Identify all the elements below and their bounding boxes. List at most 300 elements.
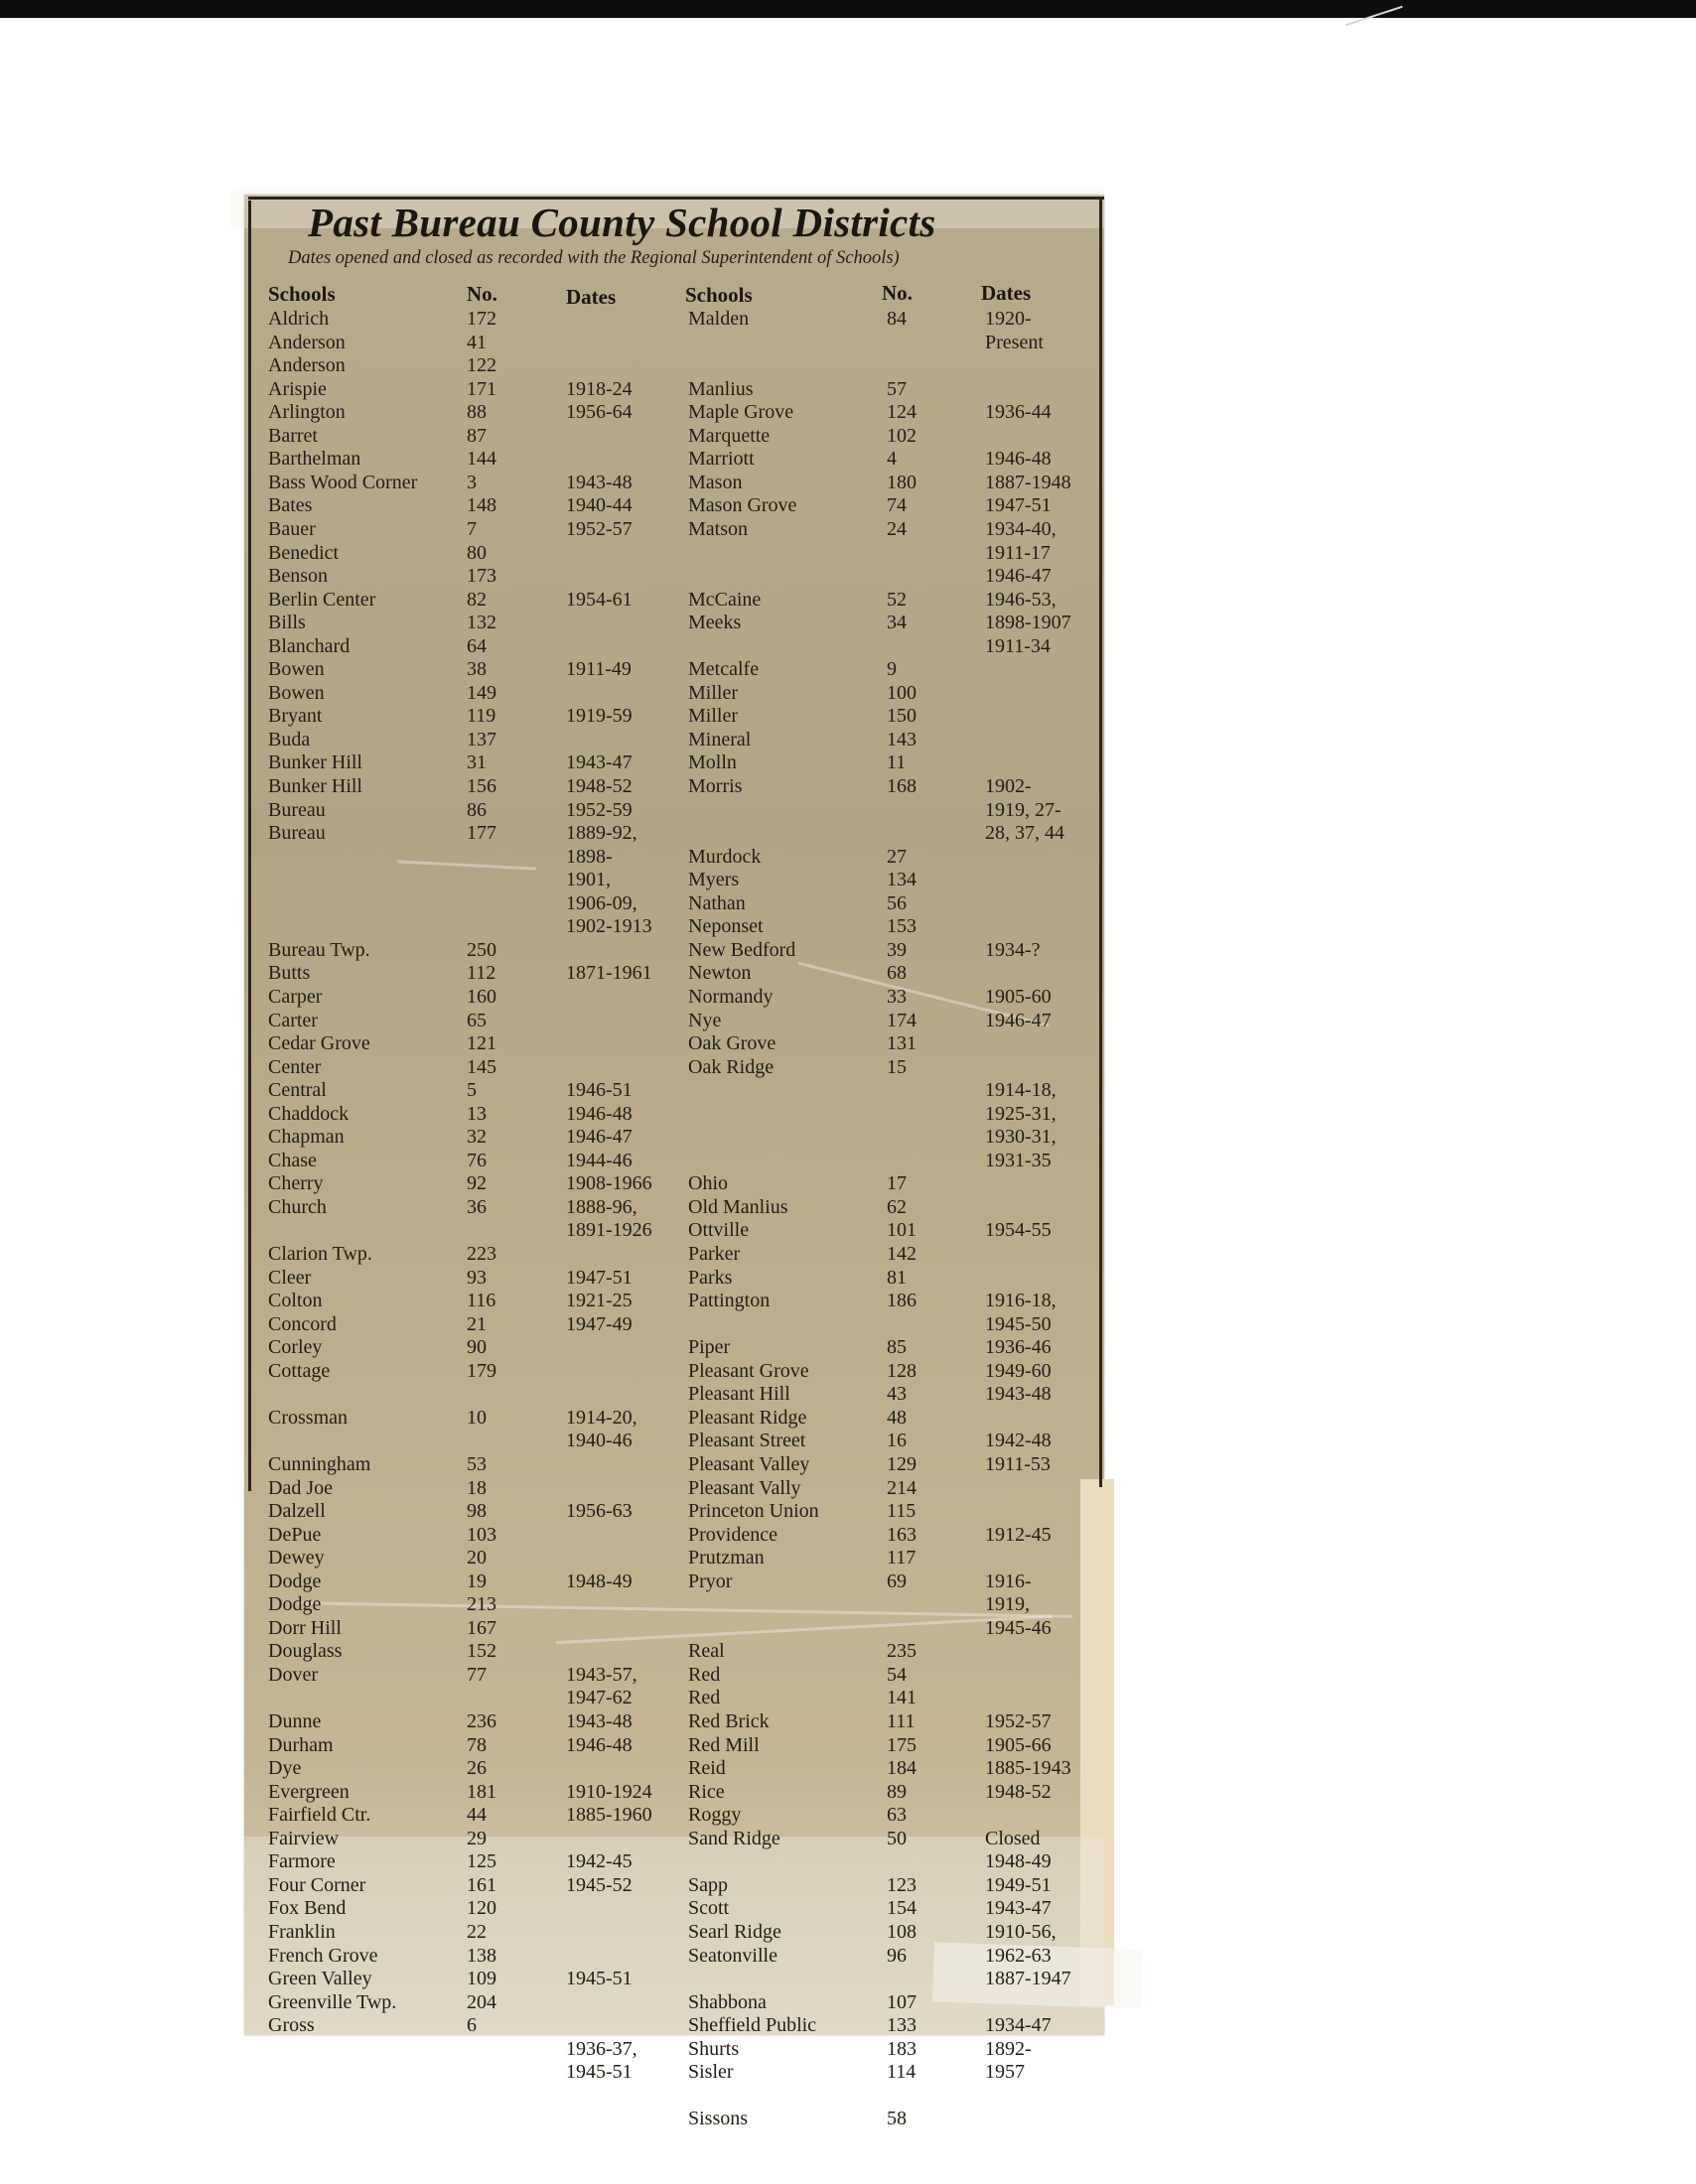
school-dates-right: 1930-31, — [985, 1126, 1057, 1149]
school-dates-left: 1948-52 — [566, 775, 633, 797]
school-dates-left: 1888-96, — [566, 1195, 637, 1218]
school-number-left: 19 — [467, 1570, 487, 1592]
school-number-right: 84 — [887, 308, 907, 330]
school-name-left: Benedict — [268, 541, 340, 564]
school-name-left: Center — [268, 1055, 322, 1078]
school-number-left: 88 — [467, 401, 487, 424]
school-name-right: Red — [688, 1687, 721, 1709]
school-number-left: 177 — [467, 822, 496, 845]
school-number-right: 63 — [887, 1804, 907, 1827]
school-number-left: 36 — [467, 1195, 487, 1218]
school-dates-left: 1919-59 — [566, 705, 633, 728]
school-number-right: 100 — [887, 681, 917, 704]
school-number-left: 86 — [467, 798, 487, 821]
school-number-right: 48 — [887, 1406, 907, 1429]
school-dates-left: 1908-1966 — [566, 1172, 652, 1195]
school-name-right: Miller — [688, 705, 738, 728]
school-dates-right: 1902- — [985, 775, 1032, 797]
school-number-right: 123 — [887, 1873, 917, 1896]
school-number-right: 128 — [887, 1359, 917, 1382]
school-number-right: 27 — [887, 845, 907, 868]
school-dates-right: 1949-60 — [985, 1359, 1052, 1382]
school-number-right: 114 — [887, 2061, 917, 2084]
school-dates-left: 1910-1924 — [566, 1780, 652, 1803]
school-name-right: Morris — [688, 775, 743, 797]
school-name-left: Benson — [268, 565, 328, 588]
school-name-right: Pleasant Ridge — [688, 1406, 807, 1429]
school-number-left: 32 — [467, 1126, 487, 1149]
school-name-left: Corley — [268, 1336, 323, 1359]
school-name-left: Cottage — [268, 1359, 331, 1382]
school-number-right: 50 — [887, 1827, 907, 1849]
school-name-left: Dye — [268, 1757, 302, 1780]
school-dates-right: 1934-47 — [985, 2014, 1052, 2037]
header-schools-right: Schools — [685, 283, 753, 307]
header-dates-right: Dates — [981, 281, 1032, 305]
school-number-right: 133 — [887, 2014, 917, 2037]
school-dates-right: 1911-17 — [985, 541, 1051, 564]
school-name-right: Miller — [688, 681, 738, 704]
school-number-right: 174 — [887, 1009, 917, 1031]
school-number-right: 214 — [887, 1476, 917, 1499]
school-number-left: 138 — [467, 1944, 496, 1967]
school-dates-right: 1946-47 — [985, 565, 1052, 588]
school-dates-left: 1871-1961 — [566, 962, 652, 985]
school-name-right: Parks — [688, 1266, 733, 1289]
school-name-left: Dewey — [268, 1547, 325, 1570]
school-dates-right: 1916- — [985, 1570, 1032, 1592]
school-number-right: 52 — [887, 588, 907, 611]
school-dates-left: 1946-48 — [566, 1733, 633, 1756]
school-name-right: Mason — [688, 471, 743, 493]
school-name-right: Meeks — [688, 612, 742, 634]
school-dates-right: 1934-? — [985, 938, 1041, 961]
school-name-right: Oak Ridge — [688, 1055, 775, 1078]
school-dates-left: 1940-46 — [566, 1430, 633, 1452]
school-dates-right: 1887-1948 — [985, 471, 1071, 493]
school-name-right: Oak Grove — [688, 1032, 777, 1055]
school-dates-right: 28, 37, 44 — [985, 822, 1064, 845]
school-number-right: 150 — [887, 705, 917, 728]
school-dates-right: 1948-49 — [985, 1850, 1052, 1873]
school-number-left: 149 — [467, 681, 496, 704]
school-dates-left: 1889-92, — [566, 822, 637, 845]
school-number-left: 92 — [467, 1172, 487, 1195]
school-number-left: 160 — [467, 985, 496, 1008]
school-number-right: 89 — [887, 1780, 907, 1803]
school-name-right: Manlius — [688, 377, 754, 400]
school-name-right: Providence — [688, 1523, 777, 1546]
school-name-left: Berlin Center — [268, 588, 376, 611]
school-number-right: 124 — [887, 401, 917, 424]
school-number-right: 115 — [887, 1500, 917, 1523]
school-number-right: 117 — [887, 1547, 917, 1570]
school-name-right: Searl Ridge — [688, 1920, 781, 1943]
school-number-right: 168 — [887, 775, 917, 797]
school-number-left: 172 — [467, 308, 496, 330]
school-name-left: Arispie — [268, 377, 327, 400]
school-number-left: 38 — [467, 658, 487, 681]
school-number-left: 29 — [467, 1827, 487, 1849]
school-number-right: 33 — [887, 985, 907, 1008]
school-dates-right: 1948-52 — [985, 1780, 1052, 1803]
school-number-right: 58 — [887, 2108, 907, 2130]
school-number-left: 5 — [467, 1079, 477, 1102]
school-number-right: 163 — [887, 1523, 917, 1546]
school-number-right: 134 — [887, 869, 917, 891]
school-name-left: Crossman — [268, 1406, 348, 1429]
school-dates-right: 1892- — [985, 2037, 1032, 2060]
school-name-left: Fairfield Ctr. — [268, 1804, 371, 1827]
school-number-left: 64 — [467, 634, 487, 657]
school-number-left: 213 — [467, 1593, 496, 1616]
school-number-left: 109 — [467, 1968, 496, 1990]
school-name-left: Arlington — [268, 401, 346, 424]
header-no-left: No. — [467, 282, 497, 306]
school-name-left: Barthelman — [268, 448, 361, 471]
school-number-right: 62 — [887, 1195, 907, 1218]
school-number-right: 143 — [887, 728, 917, 751]
school-number-left: 98 — [467, 1500, 487, 1523]
school-name-left: Green Valley — [268, 1968, 372, 1990]
school-number-left: 161 — [467, 1873, 496, 1896]
school-number-left: 82 — [467, 588, 487, 611]
school-name-right: Pleasant Street — [688, 1430, 806, 1452]
school-number-right: 4 — [887, 448, 897, 471]
school-dates-left: 1902-1913 — [566, 915, 652, 938]
school-dates-right: 1949-51 — [985, 1873, 1052, 1896]
school-name-left: Carper — [268, 985, 323, 1008]
school-name-left: Chapman — [268, 1126, 345, 1149]
school-name-right: Pleasant Hill — [688, 1383, 790, 1406]
school-name-right: Reid — [688, 1757, 726, 1780]
school-name-left: Farmore — [268, 1850, 336, 1873]
school-name-left: Four Corner — [268, 1873, 366, 1896]
school-number-left: 167 — [467, 1616, 496, 1639]
school-dates-right: 1905-60 — [985, 985, 1052, 1008]
school-number-left: 65 — [467, 1009, 487, 1031]
header-dates-left: Dates — [566, 285, 617, 309]
school-name-right: Shurts — [688, 2037, 740, 2060]
school-dates-left: 1946-47 — [566, 1126, 633, 1149]
school-number-left: 137 — [467, 728, 496, 751]
school-number-left: 41 — [467, 331, 487, 353]
school-name-left: Colton — [268, 1290, 323, 1312]
school-dates-left: 1901, — [566, 869, 611, 891]
school-number-right: 183 — [887, 2037, 917, 2060]
school-number-left: 236 — [467, 1710, 496, 1732]
school-name-right: Prutzman — [688, 1547, 765, 1570]
school-number-right: 56 — [887, 891, 907, 914]
school-number-right: 131 — [887, 1032, 917, 1055]
school-dates-right: 1898-1907 — [985, 612, 1071, 634]
school-name-right: Sand Ridge — [688, 1827, 780, 1849]
school-number-right: 101 — [887, 1219, 917, 1242]
school-name-right: Molln — [688, 751, 737, 774]
school-name-left: Barret — [268, 424, 318, 447]
school-dates-left: 1943-48 — [566, 471, 633, 493]
school-name-left: French Grove — [268, 1944, 378, 1967]
school-number-left: 90 — [467, 1336, 487, 1359]
school-number-right: 153 — [887, 915, 917, 938]
school-name-left: Greenville Twp. — [268, 1990, 397, 2013]
school-name-left: Franklin — [268, 1920, 336, 1943]
school-number-left: 152 — [467, 1640, 496, 1663]
school-name-right: Pleasant Grove — [688, 1359, 809, 1382]
school-dates-left: 1891-1926 — [566, 1219, 652, 1242]
school-name-left: Fox Bend — [268, 1897, 347, 1920]
school-name-right: Ottville — [688, 1219, 750, 1242]
school-number-right: 85 — [887, 1336, 907, 1359]
school-number-right: 108 — [887, 1920, 917, 1943]
school-name-right: Nye — [688, 1009, 722, 1031]
school-dates-left: 1952-59 — [566, 798, 633, 821]
school-number-right: 68 — [887, 962, 907, 985]
school-dates-right: 1945-46 — [985, 1616, 1052, 1639]
school-name-right: Sisler — [688, 2061, 734, 2084]
school-name-left: Bryant — [268, 705, 323, 728]
school-number-right: 54 — [887, 1663, 907, 1686]
school-number-left: 44 — [467, 1804, 487, 1827]
school-name-right: Marquette — [688, 424, 771, 447]
school-number-left: 122 — [467, 354, 496, 377]
border-rule-left — [248, 201, 251, 1491]
school-number-left: 53 — [467, 1452, 487, 1475]
article-subtitle: Dates opened and closed as recorded with the Regional Superintendent of Schools) — [288, 248, 900, 268]
school-dates-left: 1954-61 — [566, 588, 633, 611]
school-number-left: 116 — [467, 1290, 496, 1312]
school-dates-right: 1945-50 — [985, 1312, 1052, 1335]
school-dates-left: 1946-51 — [566, 1079, 633, 1102]
school-dates-left: 1956-63 — [566, 1500, 633, 1523]
school-number-right: 39 — [887, 938, 907, 961]
school-name-right: Scott — [688, 1897, 730, 1920]
article-title: Past Bureau County School Districts — [308, 200, 936, 245]
school-dates-right: 1919, 27- — [985, 798, 1061, 821]
school-name-left: Bureau Twp. — [268, 938, 370, 961]
school-number-left: 173 — [467, 565, 496, 588]
school-name-right: Newton — [688, 962, 752, 985]
school-number-right: 111 — [887, 1710, 916, 1732]
school-number-right: 184 — [887, 1757, 917, 1780]
school-name-left: Cherry — [268, 1172, 324, 1195]
school-dates-right: 1885-1943 — [985, 1757, 1071, 1780]
school-dates-right: Closed — [985, 1827, 1041, 1849]
school-number-left: 76 — [467, 1149, 487, 1171]
school-number-right: 11 — [887, 751, 907, 774]
school-name-left: Carter — [268, 1009, 318, 1031]
school-dates-left: 1936-37, — [566, 2037, 637, 2060]
school-name-left: Cleer — [268, 1266, 312, 1289]
school-number-left: 10 — [467, 1406, 487, 1429]
header-schools-left: Schools — [268, 282, 336, 306]
school-dates-left: 1942-45 — [566, 1850, 633, 1873]
school-name-right: Real — [688, 1640, 725, 1663]
school-dates-right: 1957 — [985, 2061, 1025, 2084]
scanner-top-border — [0, 0, 1696, 18]
school-name-left: Blanchard — [268, 634, 351, 657]
school-number-left: 31 — [467, 751, 487, 774]
school-name-right: Neponset — [688, 915, 764, 938]
school-number-right: 102 — [887, 424, 917, 447]
school-dates-left: 1945-51 — [566, 2061, 633, 2084]
school-name-left: Fairview — [268, 1827, 340, 1849]
school-name-right: Piper — [688, 1336, 731, 1359]
school-number-right: 57 — [887, 377, 907, 400]
school-name-right: Parker — [688, 1243, 741, 1265]
school-number-left: 3 — [467, 471, 477, 493]
school-dates-right: 1910-56, — [985, 1920, 1057, 1943]
school-number-right: 34 — [887, 612, 907, 634]
school-dates-right: 1946-53, — [985, 588, 1057, 611]
school-number-left: 144 — [467, 448, 496, 471]
school-name-left: Dodge — [268, 1593, 322, 1616]
school-dates-left: 1914-20, — [566, 1406, 637, 1429]
school-dates-left: 1898- — [566, 845, 613, 868]
school-name-left: Dalzell — [268, 1500, 326, 1523]
school-dates-right: 1887-1947 — [985, 1968, 1071, 1990]
school-name-right: Malden — [688, 308, 750, 330]
school-name-right: Murdock — [688, 845, 762, 868]
school-number-left: 204 — [467, 1990, 496, 2013]
school-name-left: Durham — [268, 1733, 334, 1756]
school-dates-left: 1956-64 — [566, 401, 633, 424]
school-number-left: 250 — [467, 938, 496, 961]
school-number-right: 129 — [887, 1452, 917, 1475]
school-name-right: Red Brick — [688, 1710, 770, 1732]
school-name-right: Sissons — [688, 2108, 749, 2130]
school-name-right: Marriott — [688, 448, 755, 471]
border-rule-right — [1099, 197, 1102, 1487]
school-number-right: 141 — [887, 1687, 917, 1709]
school-number-left: 80 — [467, 541, 487, 564]
school-name-right: New Bedford — [688, 938, 796, 961]
school-dates-right: 1946-47 — [985, 1009, 1052, 1031]
school-name-right: Seatonville — [688, 1944, 777, 1967]
school-name-left: Bills — [268, 612, 306, 634]
school-number-left: 179 — [467, 1359, 496, 1382]
school-dates-left: 1947-51 — [566, 1266, 633, 1289]
school-name-left: Bates — [268, 494, 313, 517]
school-name-right: Shabbona — [688, 1990, 767, 2013]
school-dates-right: 1946-48 — [985, 448, 1052, 471]
school-number-left: 156 — [467, 775, 496, 797]
school-name-left: Dodge — [268, 1570, 322, 1592]
school-number-right: 154 — [887, 1897, 917, 1920]
school-number-left: 93 — [467, 1266, 487, 1289]
school-number-left: 26 — [467, 1757, 487, 1780]
school-name-left: Bass Wood Corner — [268, 471, 418, 493]
school-dates-left: 1940-44 — [566, 494, 633, 517]
school-dates-right: 1920- — [985, 308, 1032, 330]
school-dates-right: 1936-46 — [985, 1336, 1052, 1359]
school-name-left: Chase — [268, 1149, 317, 1171]
school-dates-right: 1931-35 — [985, 1149, 1052, 1171]
school-dates-left: 1948-49 — [566, 1570, 633, 1592]
school-name-right: Mason Grove — [688, 494, 797, 517]
school-name-left: DePue — [268, 1523, 322, 1546]
school-number-right: 69 — [887, 1570, 907, 1592]
school-dates-left: 1918-24 — [566, 377, 633, 400]
school-dates-left: 1946-48 — [566, 1102, 633, 1125]
school-name-left: Dorr Hill — [268, 1616, 342, 1639]
school-name-left: Bunker Hill — [268, 775, 362, 797]
school-name-left: Bauer — [268, 517, 316, 540]
school-name-left: Cedar Grove — [268, 1032, 370, 1055]
school-number-left: 119 — [467, 705, 496, 728]
school-dates-left: 1943-47 — [566, 751, 633, 774]
school-number-left: 13 — [467, 1102, 487, 1125]
school-name-left: Bureau — [268, 822, 326, 845]
school-number-right: 74 — [887, 494, 907, 517]
school-number-right: 43 — [887, 1383, 907, 1406]
school-number-left: 120 — [467, 1897, 496, 1920]
school-dates-right: 1943-48 — [985, 1383, 1052, 1406]
school-name-right: Red — [688, 1663, 721, 1686]
school-dates-right: 1962-63 — [985, 1944, 1052, 1967]
school-name-left: Bunker Hill — [268, 751, 362, 774]
school-number-left: 125 — [467, 1850, 496, 1873]
school-name-left: Chaddock — [268, 1102, 350, 1125]
school-number-left: 7 — [467, 517, 477, 540]
school-dates-right: 1916-18, — [985, 1290, 1057, 1312]
school-number-left: 103 — [467, 1523, 496, 1546]
school-name-left: Central — [268, 1079, 327, 1102]
school-name-left: Dover — [268, 1663, 318, 1686]
school-name-right: Sapp — [688, 1873, 728, 1896]
school-name-right: Old Manlius — [688, 1195, 788, 1218]
school-name-left: Dad Joe — [268, 1476, 333, 1499]
school-name-right: Pryor — [688, 1570, 733, 1592]
school-number-right: 107 — [887, 1990, 917, 2013]
school-number-right: 15 — [887, 1055, 907, 1078]
school-name-right: Ohio — [688, 1172, 728, 1195]
school-dates-right: 1943-47 — [985, 1897, 1052, 1920]
school-number-right: 96 — [887, 1944, 907, 1967]
school-dates-right: 1925-31, — [985, 1102, 1057, 1125]
school-name-right: McCaine — [688, 588, 762, 611]
school-name-left: Dunne — [268, 1710, 322, 1732]
school-dates-right: 1905-66 — [985, 1733, 1052, 1756]
school-name-left: Gross — [268, 2014, 315, 2037]
school-dates-right: Present — [985, 331, 1044, 353]
school-name-left: Anderson — [268, 331, 346, 353]
school-name-left: Bureau — [268, 798, 326, 821]
school-dates-left: 1947-49 — [566, 1312, 633, 1335]
school-number-right: 17 — [887, 1172, 907, 1195]
school-name-left: Church — [268, 1195, 327, 1218]
school-number-right: 9 — [887, 658, 897, 681]
school-number-left: 87 — [467, 424, 487, 447]
school-name-left: Aldrich — [268, 308, 330, 330]
school-number-left: 6 — [467, 2014, 477, 2037]
school-name-right: Sheffield Public — [688, 2014, 817, 2037]
school-dates-left: 1944-46 — [566, 1149, 633, 1171]
school-dates-left: 1945-52 — [566, 1873, 633, 1896]
school-name-left: Butts — [268, 962, 311, 985]
school-name-right: Princeton Union — [688, 1500, 819, 1523]
school-name-left: Concord — [268, 1312, 337, 1335]
school-name-right: Red Mill — [688, 1733, 760, 1756]
school-dates-left: 1906-09, — [566, 891, 637, 914]
school-dates-right: 1912-45 — [985, 1523, 1052, 1546]
school-number-left: 18 — [467, 1476, 487, 1499]
school-name-right: Pleasant Vally — [688, 1476, 801, 1499]
school-number-right: 186 — [887, 1290, 917, 1312]
school-number-left: 20 — [467, 1547, 487, 1570]
school-name-right: Myers — [688, 869, 740, 891]
school-number-left: 148 — [467, 494, 496, 517]
